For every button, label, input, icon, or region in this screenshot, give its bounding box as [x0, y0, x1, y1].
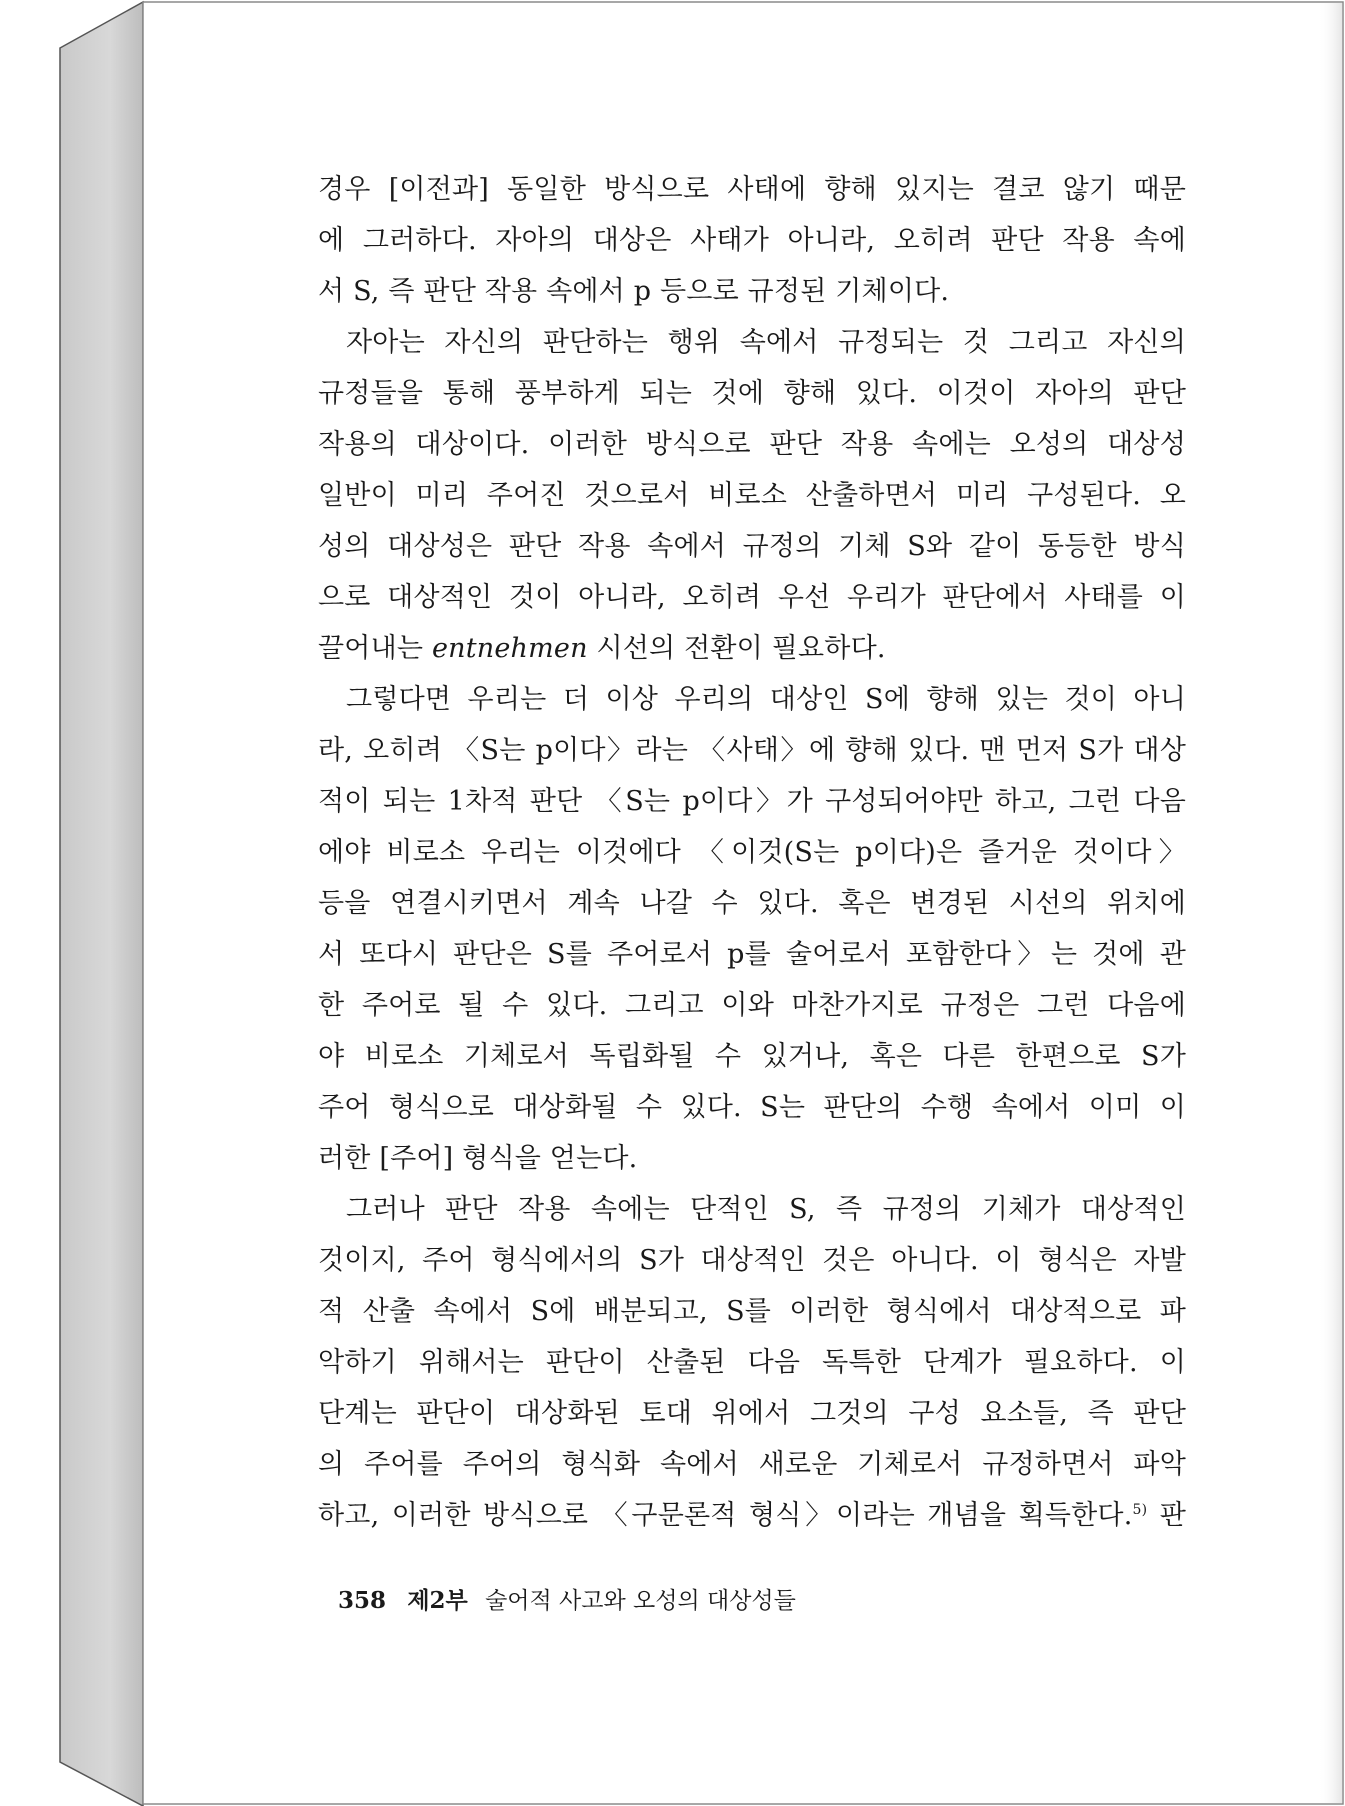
text-line: 작용의 대상이다. 이러한 방식으로 판단 작용 속에는 오성의 대상성: [318, 429, 1186, 460]
text-line: 한 주어로 될 수 있다. 그리고 이와 마찬가지로 규정은 그런 다음에: [318, 990, 1186, 1021]
text-line: 그러나 판단 작용 속에는 단적인 S, 즉 규정의 기체가 대상적인: [346, 1194, 1186, 1225]
text-line: 악하기 위해서는 판단이 산출된 다음 독특한 단계가 필요하다. 이: [318, 1347, 1186, 1378]
text-line: 것이지, 주어 형식에서의 S가 대상적인 것은 아니다. 이 형식은 자발: [318, 1245, 1186, 1276]
text-segment: 하고, 이러한 방식으로 〈구문론적 형식〉이라는 개념을 획득한다.: [318, 1500, 1133, 1531]
text-line: 적 산출 속에서 S에 배분되고, S를 이러한 형식에서 대상적으로 파: [318, 1296, 1186, 1327]
text-line: 자아는 자신의 판단하는 행위 속에서 규정되는 것 그리고 자신의: [346, 327, 1186, 358]
part-title: 술어적 사고와 오성의 대상성들: [485, 1588, 796, 1614]
text-line: 규정들을 통해 풍부하게 되는 것에 향해 있다. 이것이 자아의 판단: [318, 378, 1186, 409]
text-segment: 시선의 전환이 필요하다.: [587, 633, 886, 664]
text-line: 서 또다시 판단은 S를 주어로서 p를 술어로서 포함한다〉는 것에 관: [318, 939, 1186, 970]
text-line: 그렇다면 우리는 더 이상 우리의 대상인 S에 향해 있는 것이 아니: [346, 684, 1186, 715]
text-line: 으로 대상적인 것이 아니라, 오히려 우선 우리가 판단에서 사태를 이: [318, 582, 1186, 613]
text-line: 적이 되는 1차적 판단 〈S는 p이다〉가 구성되어야만 하고, 그런 다음: [318, 786, 1186, 817]
text-line: 에야 비로소 우리는 이것에다 〈이것(S는 p이다)은 즐거운 것이다〉: [318, 837, 1186, 868]
text-line: 경우 [이전과] 동일한 방식으로 사태에 향해 있지는 결코 않기 때문: [318, 174, 1186, 205]
book-spine: [60, 2, 143, 1806]
text-line: 주어 형식으로 대상화될 수 있다. S는 판단의 수행 속에서 이미 이: [318, 1092, 1186, 1123]
text-segment: 끌어내는: [318, 633, 424, 664]
text-line: 야 비로소 기체로서 독립화될 수 있거나, 혹은 다른 한편으로 S가: [318, 1041, 1186, 1072]
text-line: [318, 1490, 1186, 1541]
footnote-marker: 5): [1132, 1502, 1148, 1518]
text-line: 의 주어를 주어의 형식화 속에서 새로운 기체로서 규정하면서 파악: [318, 1449, 1186, 1480]
part-label: 제2부: [407, 1587, 468, 1614]
text-line: 라, 오히려 〈S는 p이다〉라는 〈사태〉에 향해 있다. 맨 먼저 S가 대상: [318, 735, 1186, 766]
text-line: 러한 [주어] 형식을 얻는다.: [318, 1143, 638, 1174]
text-line: 성의 대상성은 판단 작용 속에서 규정의 기체 S와 같이 동등한 방식: [318, 531, 1186, 562]
text-segment: 판: [1147, 1500, 1186, 1531]
page-number: 358: [338, 1587, 387, 1614]
text-line: 일반이 미리 주어진 것으로서 비로소 산출하면서 미리 구성된다. 오: [318, 480, 1186, 511]
text-line: 에 그러하다. 자아의 대상은 사태가 아니라, 오히려 판단 작용 속에: [318, 225, 1186, 256]
running-footer: [338, 1582, 796, 1615]
text-line: 단계는 판단이 대상화된 토대 위에서 그것의 구성 요소들, 즉 판단: [318, 1398, 1186, 1429]
body-text: [318, 164, 1186, 1541]
german-term: entnehmen: [431, 633, 588, 664]
text-line: 등을 연결시키면서 계속 나갈 수 있다. 혹은 변경된 시선의 위치에: [318, 888, 1186, 919]
text-line: [318, 623, 1186, 674]
text-line: 서 S, 즉 판단 작용 속에서 p 등으로 규정된 기체이다.: [318, 276, 950, 307]
